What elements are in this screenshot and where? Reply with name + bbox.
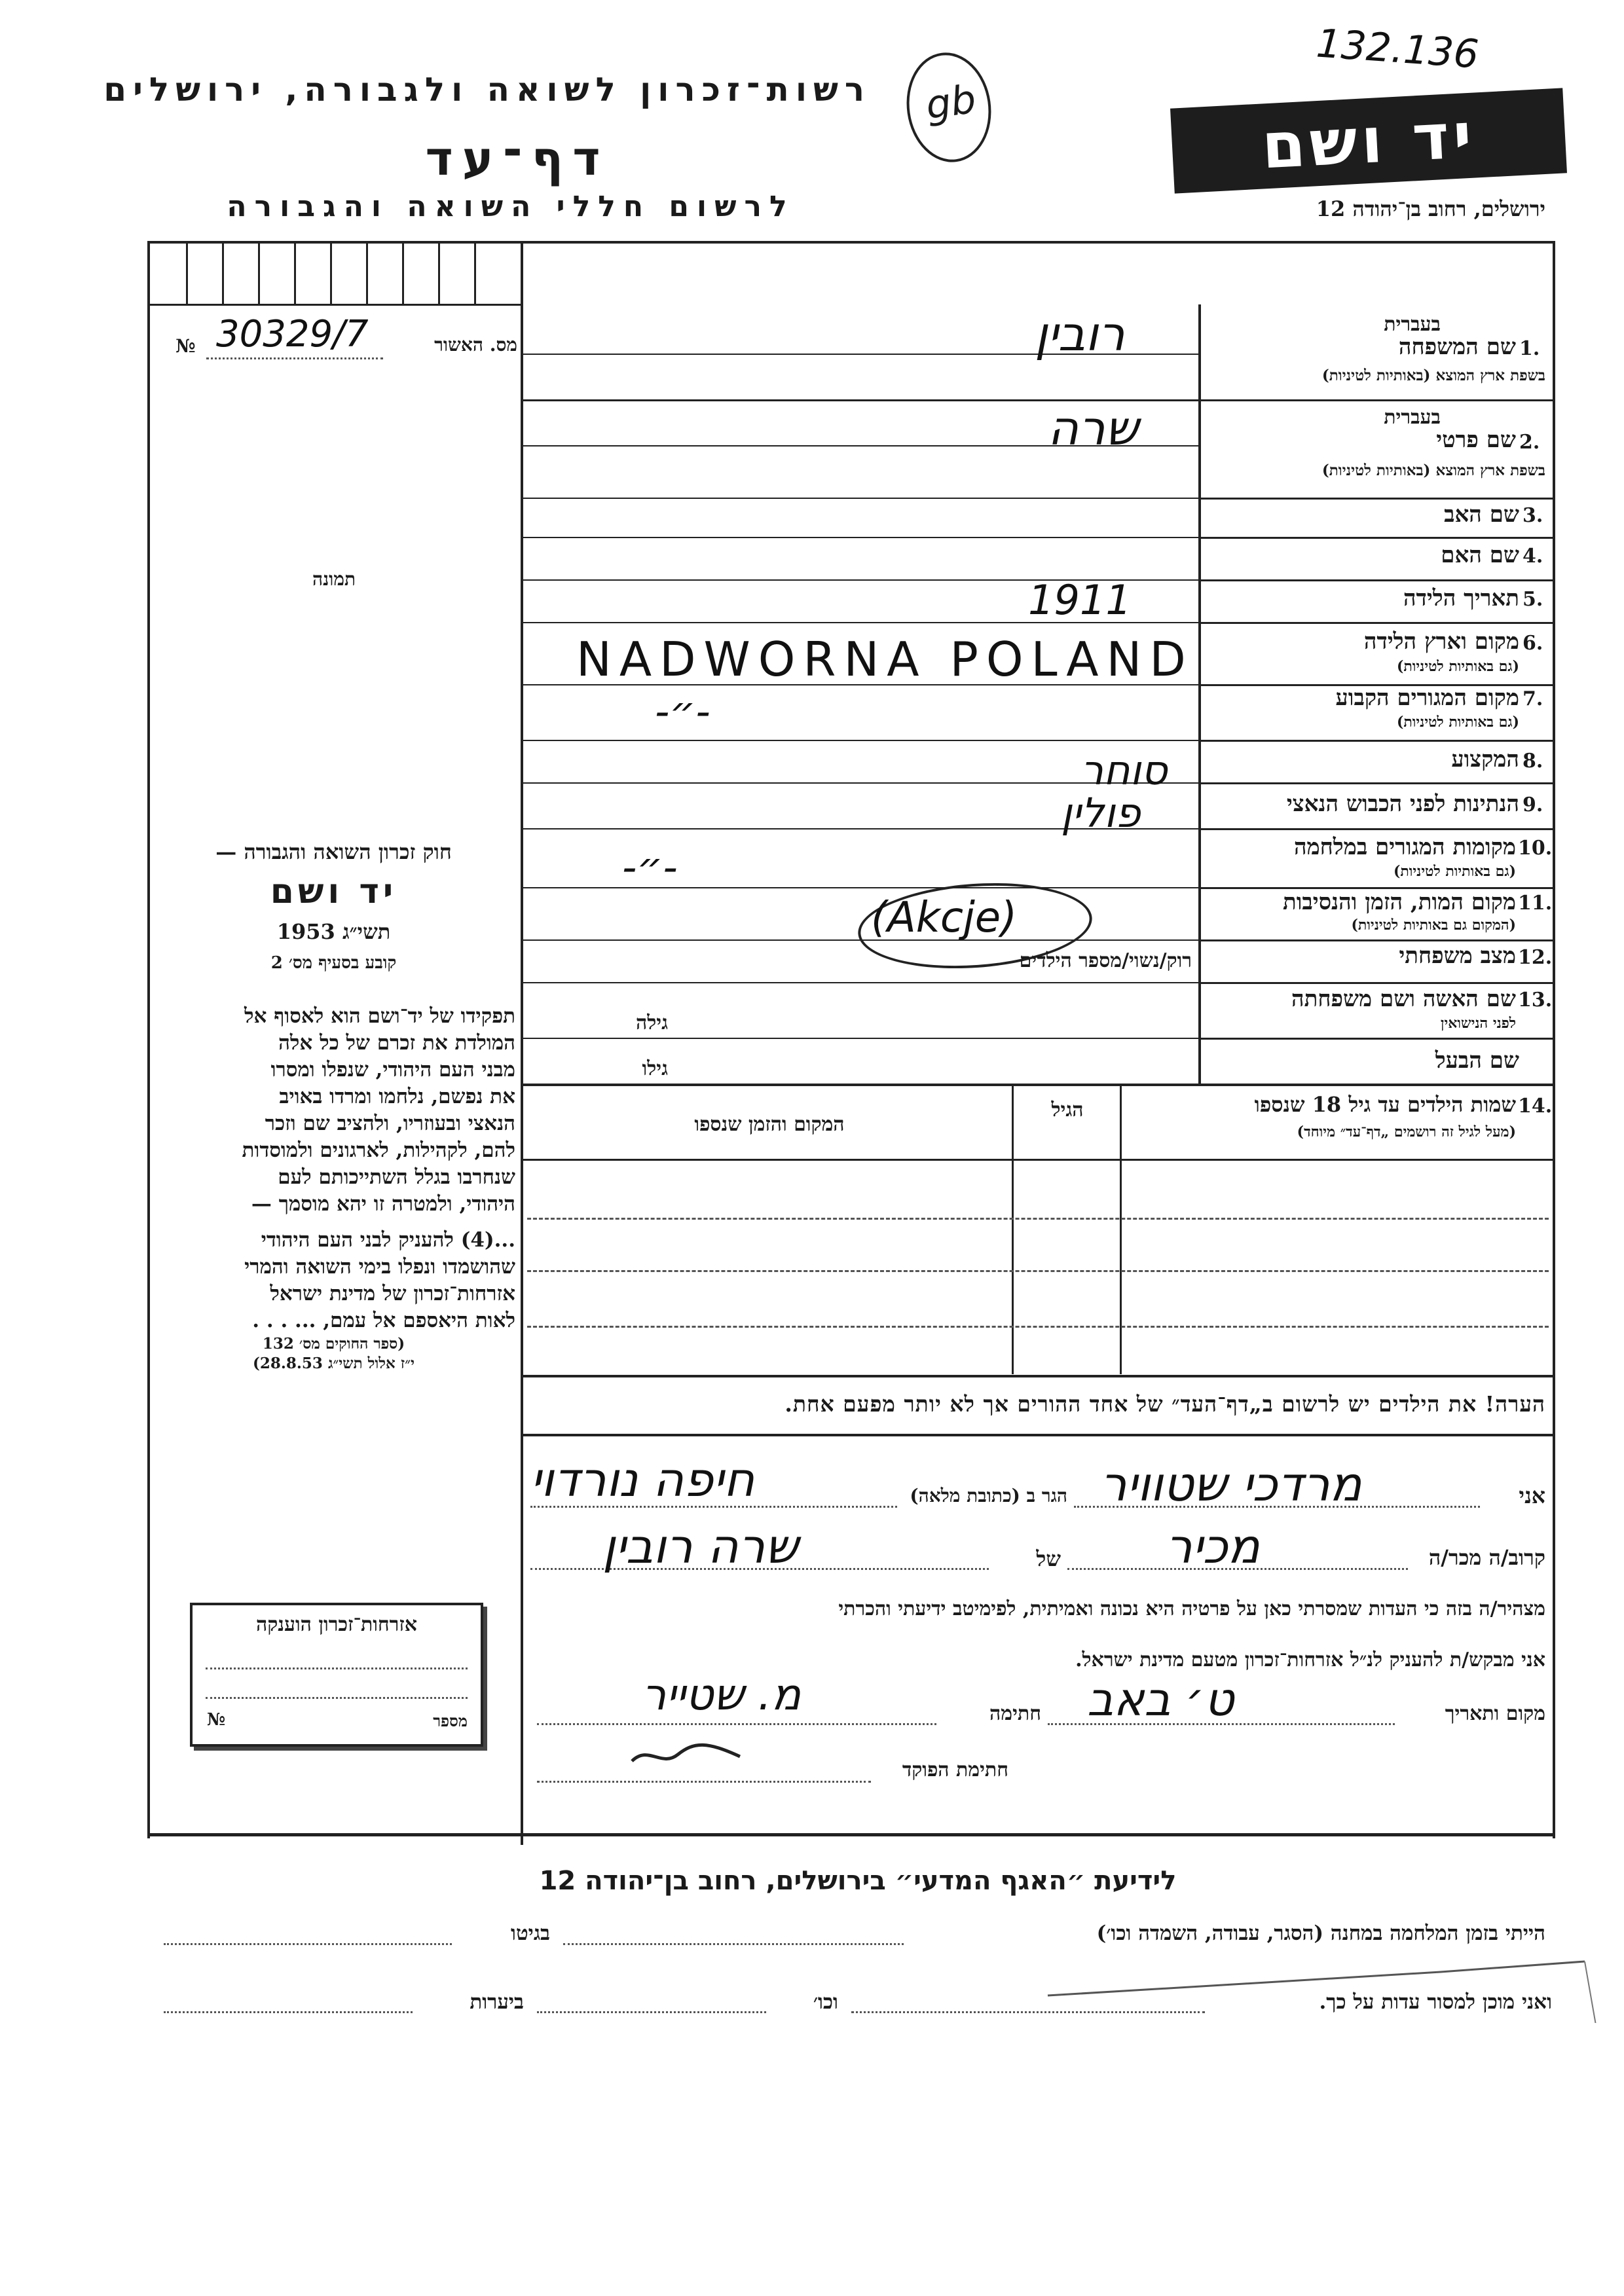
logo-text: יד ושם xyxy=(1259,98,1478,183)
victim-name-ref: שרה רובין xyxy=(602,1519,799,1574)
declarant-address: חיפה נורדוי xyxy=(530,1452,755,1507)
children-place-header: המקום והזמן שנספו xyxy=(694,1113,845,1136)
declarant-signature: מ. שטייר xyxy=(642,1669,802,1720)
law-line: שהושמדו ונפלו בימי השואה והמרי xyxy=(244,1255,515,1279)
citizenship-box xyxy=(190,1603,483,1747)
death-place-value: (Akcje) xyxy=(871,894,1018,942)
law-line: היהודי, ולמטרה זו יהא מוסמך — xyxy=(251,1192,515,1216)
field-10-label: מקומות המגורים במלחמה xyxy=(1293,834,1516,860)
footer-line2-c: ואני מוכן למסור עדות על כך. xyxy=(1319,1990,1552,2014)
field-7-label: מקום המגורים הקבוע xyxy=(1335,685,1519,711)
field-6-num: 6. xyxy=(1522,632,1543,655)
field-1-num: 1. xyxy=(1519,337,1540,360)
field-2-heb: בעברית xyxy=(1384,406,1441,429)
law-ref: י״ז אלול תשי״ג 28.8.53) xyxy=(253,1355,415,1372)
footer-line2-b: וכו׳ xyxy=(813,1990,838,2014)
archive-number: 132.136 xyxy=(1314,20,1481,78)
law-line: שנחרבו בגלל השתייכותם לעם xyxy=(278,1165,515,1189)
citizenship-number-prefix: № xyxy=(207,1710,226,1730)
wife-age-label: גילה xyxy=(635,1011,668,1034)
field-3-label: שם האב xyxy=(1444,501,1519,528)
children-sub: (מעל לגיל זה רושמים „דף־עד״ מיוחד) xyxy=(1297,1123,1516,1140)
field-9-num: 9. xyxy=(1522,793,1543,816)
field-4-num: 4. xyxy=(1522,545,1543,568)
law-section: קובע בסעיף מס׳ 2 xyxy=(270,953,397,973)
reg-number: 30329/7 xyxy=(216,313,369,355)
marital-options: רוק/נשוי/מספר הילדים xyxy=(1019,949,1192,972)
field-1-label: שם המשפחה xyxy=(1398,334,1516,360)
footer-line1-b: בגיטו xyxy=(511,1922,550,1945)
field-11-sub: (המקום גם באותיות לטיניות) xyxy=(1351,917,1516,934)
org-line: רשות־זכרון לשואה ולגבורה, ירושלים xyxy=(103,71,871,109)
statement: מצהיר/ה בזה כי העדות שמסרתי כאן על פרטיה היא נכונה ואמיתית, לפימיטב ידיעתי והכרתי xyxy=(838,1597,1545,1620)
field-2-sub: בשפת ארץ המוצא (באותיות לטיניות) xyxy=(1321,462,1545,479)
field-7-num: 7. xyxy=(1522,687,1543,710)
declarant-name: מרדכי שטוויר xyxy=(1100,1457,1362,1512)
field-11-label: מקום המות, הזמן והנסיבות xyxy=(1282,889,1516,915)
scrawl-icon xyxy=(629,1738,747,1771)
field-1-heb: בעברית xyxy=(1384,313,1441,336)
field-5-num: 5. xyxy=(1522,588,1543,611)
law-line: הנאצי ובעוזריו, ולהציב שם וזכר xyxy=(265,1112,515,1135)
law-text xyxy=(152,1003,515,1374)
profession-value: סוחר xyxy=(1080,746,1168,794)
field-9-label: הנתינות לפני הכבוש הנאצי xyxy=(1286,791,1519,817)
officer-signature-scrawl xyxy=(629,1738,747,1771)
law-block xyxy=(152,839,515,973)
family-name-value: רובין xyxy=(1035,306,1125,361)
law-line: המולדת את זכרם של כל אלה xyxy=(278,1031,515,1055)
footer-title: לידיעת ״האגף המדעי״ בירושלים, רחוב בן־יהודה 12 xyxy=(539,1866,1177,1896)
footer-line1-a: הייתי בזמן המלחמה במחנה (הסגר, עבודה, השמדה וכו׳) xyxy=(1096,1922,1545,1945)
law-line: את נפשם, נלחמו ומרדו באויב xyxy=(279,1085,515,1108)
field-6-label: מקום וארץ הלידה xyxy=(1363,629,1519,655)
husband-age-label: גילו xyxy=(642,1057,668,1080)
law-line: להם, לקהילות, לארגונים ולמוסדות xyxy=(242,1139,515,1162)
relative-label: קרוב/ה מכר/ה xyxy=(1428,1545,1545,1570)
field-1-sub: בשפת ארץ המוצא (באותיות לטיניות) xyxy=(1321,367,1545,384)
husband-label: שם הבעל xyxy=(1435,1048,1519,1074)
field-2-num: 2. xyxy=(1519,431,1540,454)
address: ירושלים, רחוב בן־יהודה 12 xyxy=(1316,196,1545,221)
reg-prefix: № xyxy=(175,335,196,357)
first-name-value: שרה xyxy=(1048,401,1139,456)
field-2-label: שם פרטי xyxy=(1436,427,1516,453)
law-name: יד ושם xyxy=(270,872,397,911)
law-line: תפקידו של יד־ושם הוא לאסוף אל xyxy=(244,1004,515,1028)
law-year: תשי״ג 1953 xyxy=(276,919,391,944)
field-13-sub: לפני הנישואין xyxy=(1440,1015,1516,1032)
form-subtitle: לרשום חללי השואה והגבורה xyxy=(227,190,795,223)
field-11-num: 11. xyxy=(1518,892,1553,915)
law-line: ...(4) להעניק לבני העם היהודי xyxy=(261,1228,515,1252)
children-note: הערה! את הילדים יש לרשום ב„דף־העד״ של אחד ההורים אך לא יותר מפעם אחת. xyxy=(784,1391,1545,1417)
children-label: שמות הילדים עד גיל 18 שנספו xyxy=(1254,1092,1516,1117)
field-8-label: המקצוע xyxy=(1451,746,1519,773)
officer-label: חתימת הפוקד xyxy=(902,1758,1008,1781)
code-boxes xyxy=(150,244,521,306)
nationality-value: פולין xyxy=(1061,789,1141,837)
photo-label: תמונה xyxy=(312,568,356,590)
field-14-num: 14. xyxy=(1518,1095,1553,1118)
children-age-header: הגיל xyxy=(1051,1099,1084,1121)
field-3-num: 3. xyxy=(1522,504,1543,527)
relative-value: מכיר xyxy=(1166,1519,1260,1574)
request: אני מבקש/ת להעניק לנ״ל אזרחות־זכרון מטעם מדינת ישראל. xyxy=(1075,1649,1545,1671)
circled-mark: gb xyxy=(900,47,998,168)
law-line: לאות היאספם אל עמם, ... . . . xyxy=(252,1309,515,1332)
of-label: של xyxy=(1036,1546,1061,1571)
signature-label: חתימה xyxy=(989,1702,1041,1725)
law-title: חוק זכרון השואה והגבורה — xyxy=(215,839,452,864)
law-line: מבני העם היהודי, שנפלו ומסרו xyxy=(270,1058,515,1082)
birthplace-value: NADWORNA POLAND xyxy=(576,632,1194,687)
law-ref: (ספר החוקים מס׳ 132 xyxy=(262,1335,405,1353)
field-13-label: שם האשה ושם משפחתה xyxy=(1291,986,1516,1012)
field-5-label: תאריך הלידה xyxy=(1403,585,1519,611)
reg-label: מס. האשור xyxy=(434,334,517,355)
place-date-value: ט׳ באב xyxy=(1087,1673,1234,1726)
form-title: דף־עד xyxy=(425,131,610,186)
place-date-label: מקום ותאריך xyxy=(1445,1702,1545,1725)
decl-ani: אני xyxy=(1519,1483,1545,1508)
field-7-sub: (גם באותיות לטיניות) xyxy=(1396,714,1519,731)
birth-date-value: 1911 xyxy=(1028,576,1132,624)
law-line: אזרחות־זכרון של מדינת ישראל xyxy=(270,1282,515,1305)
field-4-label: שם האם xyxy=(1441,542,1519,568)
field-12-num: 12. xyxy=(1518,946,1553,969)
citizenship-number-label: מספר xyxy=(433,1711,468,1730)
residence-value: -״- xyxy=(655,687,710,735)
field-8-num: 8. xyxy=(1522,750,1543,773)
field-6-sub: (גם באותיות לטיניות) xyxy=(1396,658,1519,675)
field-10-num: 10. xyxy=(1518,837,1553,860)
field-13-num: 13. xyxy=(1518,989,1553,1011)
yad-vashem-logo xyxy=(1170,88,1567,193)
field-10-sub: (גם באותיות לטיניות) xyxy=(1393,863,1516,880)
field-12-label: מצב משפחתי xyxy=(1399,943,1516,969)
footer-line2-a: ביערות xyxy=(470,1990,524,2014)
dwelling-label: הגר ב (כתובת מלאה) xyxy=(910,1485,1067,1506)
war-residence-value: -״- xyxy=(622,843,678,891)
citizenship-title: אזרחות־זכרון הוענקה xyxy=(255,1613,418,1636)
